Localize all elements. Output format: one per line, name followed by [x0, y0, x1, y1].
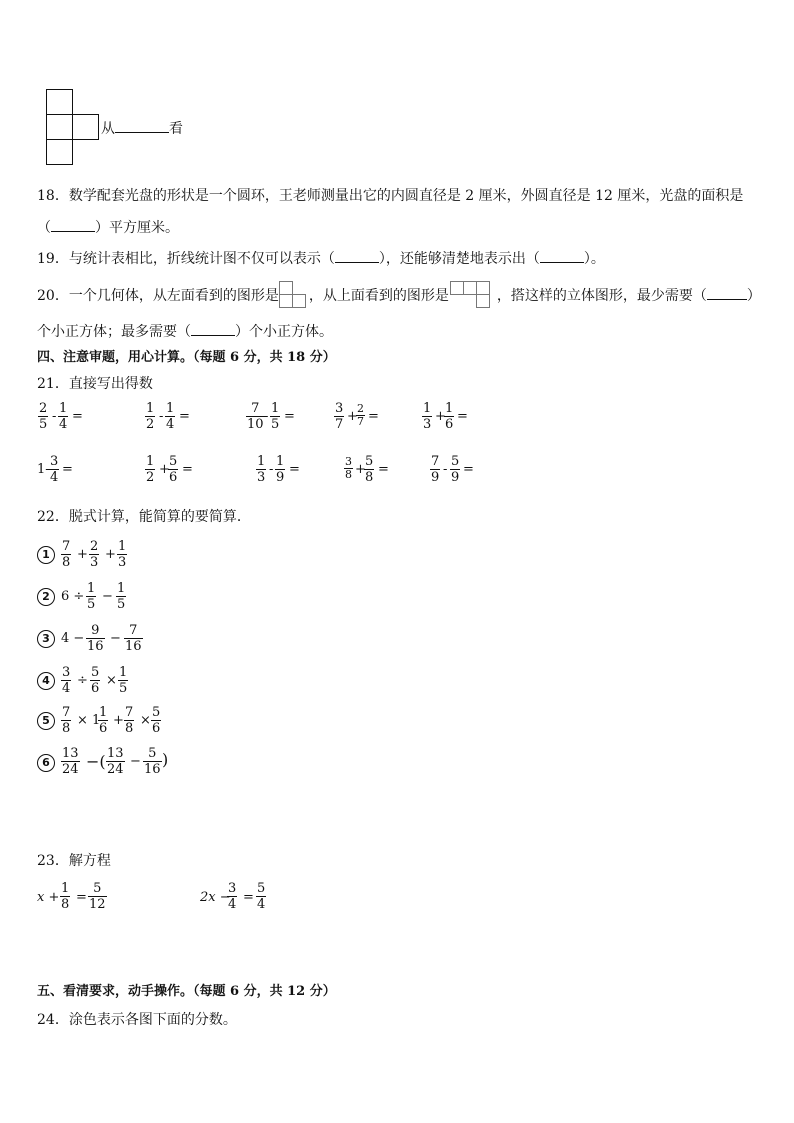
fraction: $\frac{1}{2}$	[146, 401, 155, 432]
q20-part1: 20．一个几何体，从左面看到的图形是	[37, 288, 279, 304]
operator: +	[77, 547, 88, 562]
q24-title: 24．涂色表示各图下面的分数。	[37, 1012, 237, 1028]
operator: +	[105, 547, 116, 562]
fraction: $\frac{7}{8}$	[62, 705, 71, 736]
fraction: $\frac{1}{3}$	[257, 454, 266, 485]
q19-line	[37, 250, 605, 268]
leading-term: 6 ÷	[61, 589, 85, 604]
fraction: $\frac{5}{8}$	[365, 454, 374, 485]
q20-line2b: ）个小正方体。	[235, 324, 333, 340]
fraction: $\frac{5}{6}$	[91, 665, 100, 696]
q22-label-2: 2	[37, 588, 55, 606]
q22-title: 22．脱式计算，能简算的要简算．	[37, 509, 251, 525]
q20-line1	[37, 286, 761, 305]
q20-blank-max[interactable]	[191, 323, 235, 336]
q18-line2	[37, 219, 179, 237]
q20-top-view-cell-3	[476, 281, 490, 295]
fraction: $\frac{1}{5}$	[119, 665, 128, 696]
equals: =	[179, 409, 190, 424]
operator: −	[102, 589, 113, 604]
fraction: $\frac{5}{4}$	[257, 881, 266, 912]
operator: -	[159, 409, 164, 424]
fraction: $\frac{2}{5}$	[39, 401, 48, 432]
fraction: $\frac{5}{16}$	[144, 746, 161, 777]
leading-term: x +	[37, 890, 60, 905]
q18-unit: ）平方厘米。	[95, 220, 179, 236]
equals: =	[284, 409, 295, 424]
q20-top-view-cell-2	[463, 281, 477, 295]
q19-blank-1[interactable]	[335, 250, 379, 263]
fraction: $\frac{1}{6}$	[445, 401, 454, 432]
fraction: $\frac{1}{2}$	[146, 454, 155, 485]
section4-title: 四、注意审题，用心计算。（每题 6 分，共 18 分）	[37, 350, 336, 365]
equals: =	[289, 462, 300, 477]
fraction: $\frac{13}{24}$	[62, 746, 79, 777]
q19-part3: ）。	[583, 251, 605, 267]
fraction: $\frac{1}{5}$	[271, 401, 280, 432]
operator: ÷	[77, 673, 88, 688]
fraction: $\frac{1}{3}$	[423, 401, 432, 432]
fraction: $\frac{7}{8}$	[62, 539, 71, 570]
fraction: $\frac{1}{5}$	[87, 581, 96, 612]
operator: +	[159, 462, 170, 477]
q20-top-view-cell-4	[476, 294, 490, 308]
q18-open-paren: （	[37, 220, 51, 236]
q17-cell-middle-right	[72, 114, 99, 140]
q20-part4: ）	[746, 288, 761, 304]
q17-answer-line	[101, 119, 183, 138]
equals: =	[182, 462, 193, 477]
q18-blank[interactable]	[51, 219, 95, 232]
fraction: $\frac{5}{12}$	[89, 881, 106, 912]
fraction: $\frac{7}{10}$	[247, 401, 264, 432]
operator: +	[355, 462, 366, 477]
q22-label-5: 5	[37, 712, 55, 730]
q23-title: 23．解方程	[37, 853, 111, 869]
operator: −(	[86, 752, 106, 771]
fraction: $\frac{1}{3}$	[118, 539, 127, 570]
operator: -	[443, 462, 448, 477]
fraction: $\frac{3}{8}$	[345, 455, 352, 481]
operator: −	[110, 631, 121, 646]
operator: +	[435, 409, 446, 424]
q17-prefix: 从	[101, 121, 115, 137]
equals: =	[463, 462, 474, 477]
fraction: $\frac{2}{3}$	[90, 539, 99, 570]
operator: +	[113, 713, 124, 728]
q20-left-view-cell-1	[279, 281, 293, 295]
q20-line2a: 个小正方体；最多需要（	[37, 324, 191, 340]
equals: =	[76, 890, 87, 905]
equals: =	[243, 890, 254, 905]
q19-part1: 19．与统计表相比，折线统计图不仅可以表示（	[37, 251, 335, 267]
leading-term: 2x −	[200, 890, 231, 905]
fraction: $\frac{7}{16}$	[125, 623, 142, 654]
equals: =	[72, 409, 83, 424]
operator: ×	[140, 713, 151, 728]
fraction: $\frac{1}{6}$	[99, 705, 108, 736]
equals: =	[368, 409, 379, 424]
fraction: $\frac{7}{9}$	[431, 454, 440, 485]
fraction: $\frac{1}{4}$	[59, 401, 68, 432]
q22-label-3: 3	[37, 630, 55, 648]
section5-title: 五、看清要求，动手操作。（每题 6 分，共 12 分）	[37, 984, 336, 999]
fraction: $\frac{2}{7}$	[357, 402, 364, 428]
fraction: $\frac{1}{5}$	[117, 581, 126, 612]
q19-blank-2[interactable]	[540, 250, 584, 263]
operator: -	[264, 409, 269, 424]
operator: -	[269, 462, 274, 477]
q20-left-view-cell-2	[279, 294, 293, 308]
leading-term: 4 −	[61, 631, 85, 646]
q20-top-view-cell-1	[450, 281, 464, 295]
operator: −	[130, 754, 141, 769]
fraction: $\frac{13}{24}$	[107, 746, 124, 777]
equals: =	[457, 409, 468, 424]
fraction: $\frac{1}{9}$	[276, 454, 285, 485]
fraction: $\frac{1}{8}$	[61, 881, 70, 912]
operator: ×	[106, 673, 117, 688]
fraction: $\frac{7}{8}$	[125, 705, 134, 736]
q20-part3: ，搭这样的立体图形，最少需要（	[496, 288, 707, 304]
q19-part2: ），还能够清楚地表示出（	[378, 251, 540, 267]
q17-suffix: 看	[169, 121, 183, 137]
close-paren: )	[162, 750, 169, 769]
fraction: $\frac{5}{6}$	[152, 705, 161, 736]
operator: -	[52, 409, 57, 424]
fraction: $\frac{9}{16}$	[87, 623, 104, 654]
fraction: $\frac{3}{7}$	[335, 401, 344, 432]
q20-blank-min[interactable]	[707, 287, 747, 300]
q20-part2: ，从上面看到的图形是	[308, 288, 449, 304]
operator: × 1	[77, 713, 101, 728]
q18-line1: 18．数学配套光盘的形状是一个圆环，王老师测量出它的内圆直径是 2 厘米，外圆直径是 12 厘米，光盘的面积是	[37, 188, 744, 204]
q20-left-view-cell-3	[292, 294, 306, 308]
q17-cell-bottom	[46, 139, 73, 165]
fraction: $\frac{5}{9}$	[451, 454, 460, 485]
q17-blank[interactable]	[115, 119, 169, 133]
fraction: $\frac{3}{4}$	[62, 665, 71, 696]
fraction: $\frac{3}{4}$	[228, 881, 237, 912]
q17-cell-middle-left	[46, 114, 73, 140]
fraction: $\frac{3}{4}$	[50, 454, 59, 485]
q22-label-1: 1	[37, 546, 55, 564]
equals: =	[378, 462, 389, 477]
q21-title: 21．直接写出得数	[37, 376, 153, 392]
equals: =	[62, 462, 73, 477]
q22-label-6: 6	[37, 754, 55, 772]
whole-number: 1-	[37, 462, 50, 477]
q22-label-4: 4	[37, 672, 55, 690]
fraction: $\frac{5}{6}$	[169, 454, 178, 485]
q20-line2	[37, 323, 333, 341]
operator: +	[347, 409, 358, 424]
fraction: $\frac{1}{4}$	[166, 401, 175, 432]
q17-cell-top	[46, 89, 73, 115]
